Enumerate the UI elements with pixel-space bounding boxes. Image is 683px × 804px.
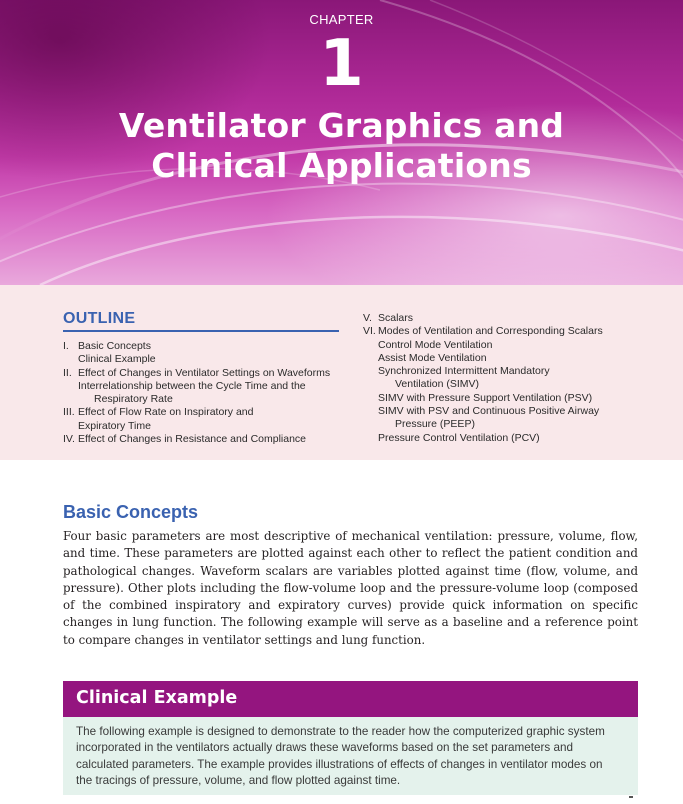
body-paragraph: Four basic parameters are most descriptive of mechanical ventilation: pressure, volume, flow, and time. These parameters are plotted against each other to reflect the patient condition and pathological changes. Waveform scalars are variables plotted against time (flow, volume, and pressure). Other plots including the flow-volume loop and the pressure-volume loop (composed of the combined inspiratory and expiratory curves) provide quick information on specific changes in lung function. The following example will serve as a baseline and a reference point to compare changes in ventilator settings and lung function. [63, 529, 638, 647]
outline-item-text: Synchronized Intermittent Mandatory [378, 365, 550, 378]
chapter-title [0, 106, 683, 186]
outline-item [363, 312, 603, 325]
outline-item-number: VI. [363, 325, 376, 338]
clinical-example-heading: Clinical Example [76, 688, 238, 708]
outline-item [63, 367, 330, 380]
outline-item-text: Scalars [378, 312, 414, 324]
outline-item [363, 339, 603, 352]
outline-item-text: Respiratory Rate [94, 393, 173, 406]
clinical-example-box [63, 717, 638, 795]
outline-item-text: Effect of Changes in Ventilator Settings on Waveforms [78, 366, 331, 379]
outline-item-text: Pressure (PEEP) [395, 418, 475, 431]
outline-item-text: SIMV with PSV and Continuous Positive Airway [378, 405, 600, 418]
outline-item [363, 378, 603, 391]
outline-item [63, 393, 330, 406]
outline-item-text: SIMV with Pressure Support Ventilation (PSV) [378, 391, 593, 404]
outline-panel [0, 285, 683, 460]
outline-item-text: Interrelationship between the Cycle Time and the [78, 379, 306, 392]
outline-item [363, 418, 603, 431]
clinical-example-header [63, 681, 638, 717]
outline-item-text: Assist Mode Ventilation [378, 351, 487, 364]
outline-item [363, 392, 603, 405]
chapter-number: 1 [319, 27, 364, 101]
outline-item [363, 365, 603, 378]
page-number-mark [629, 796, 633, 798]
chapter-banner [0, 0, 683, 285]
outline-item [63, 433, 330, 446]
outline-item-text: Modes of Ventilation and Corresponding Scalars [378, 325, 603, 338]
outline-item [363, 325, 603, 338]
outline-item [363, 352, 603, 365]
outline-item-number: II. [63, 366, 72, 379]
outline-item-text: Expiratory Time [78, 419, 151, 432]
outline-item-text: Effect of Flow Rate on Inspiratory and [78, 406, 254, 419]
outline-item [63, 420, 330, 433]
outline-item [63, 340, 330, 353]
outline-item-number: IV. [63, 433, 75, 446]
chapter-title-line2: Clinical Applications [151, 146, 532, 185]
outline-item-text: Effect of Changes in Resistance and Compliance [78, 433, 307, 446]
chapter-label: CHAPTER [309, 12, 374, 27]
outline-item [363, 432, 603, 445]
outline-item-number: V. [363, 312, 372, 324]
chapter-title-line1: Ventilator Graphics and [118, 106, 565, 145]
outline-item-text: Pressure Control Ventilation (PCV) [378, 431, 540, 444]
clinical-example-text: The following example is designed to demonstrate to the reader how the computerized graphic system incorporated in the ventilators actually draws these waveforms based on the set parameters and calculated parameters. The example provides illustrations of effects of changes in ventilator modes on the tracings of pressure, volume, and flow plotted against time. [76, 725, 605, 787]
outline-left-column [63, 340, 330, 446]
outline-item [363, 405, 603, 418]
outline-divider [63, 330, 339, 332]
outline-item-text: Clinical Example [78, 353, 156, 366]
outline-item-number: I. [63, 340, 69, 352]
outline-right-column [363, 312, 603, 445]
outline-item [63, 380, 330, 393]
section-heading-basic-concepts: Basic Concepts [63, 502, 199, 522]
outline-item-text: Control Mode Ventilation [378, 338, 493, 351]
outline-item [63, 353, 330, 366]
outline-item-text: Basic Concepts [78, 340, 151, 352]
outline-heading: OUTLINE [63, 310, 136, 327]
outline-item-number: III. [63, 406, 75, 419]
outline-item-text: Ventilation (SIMV) [395, 378, 480, 391]
outline-item [63, 406, 330, 419]
